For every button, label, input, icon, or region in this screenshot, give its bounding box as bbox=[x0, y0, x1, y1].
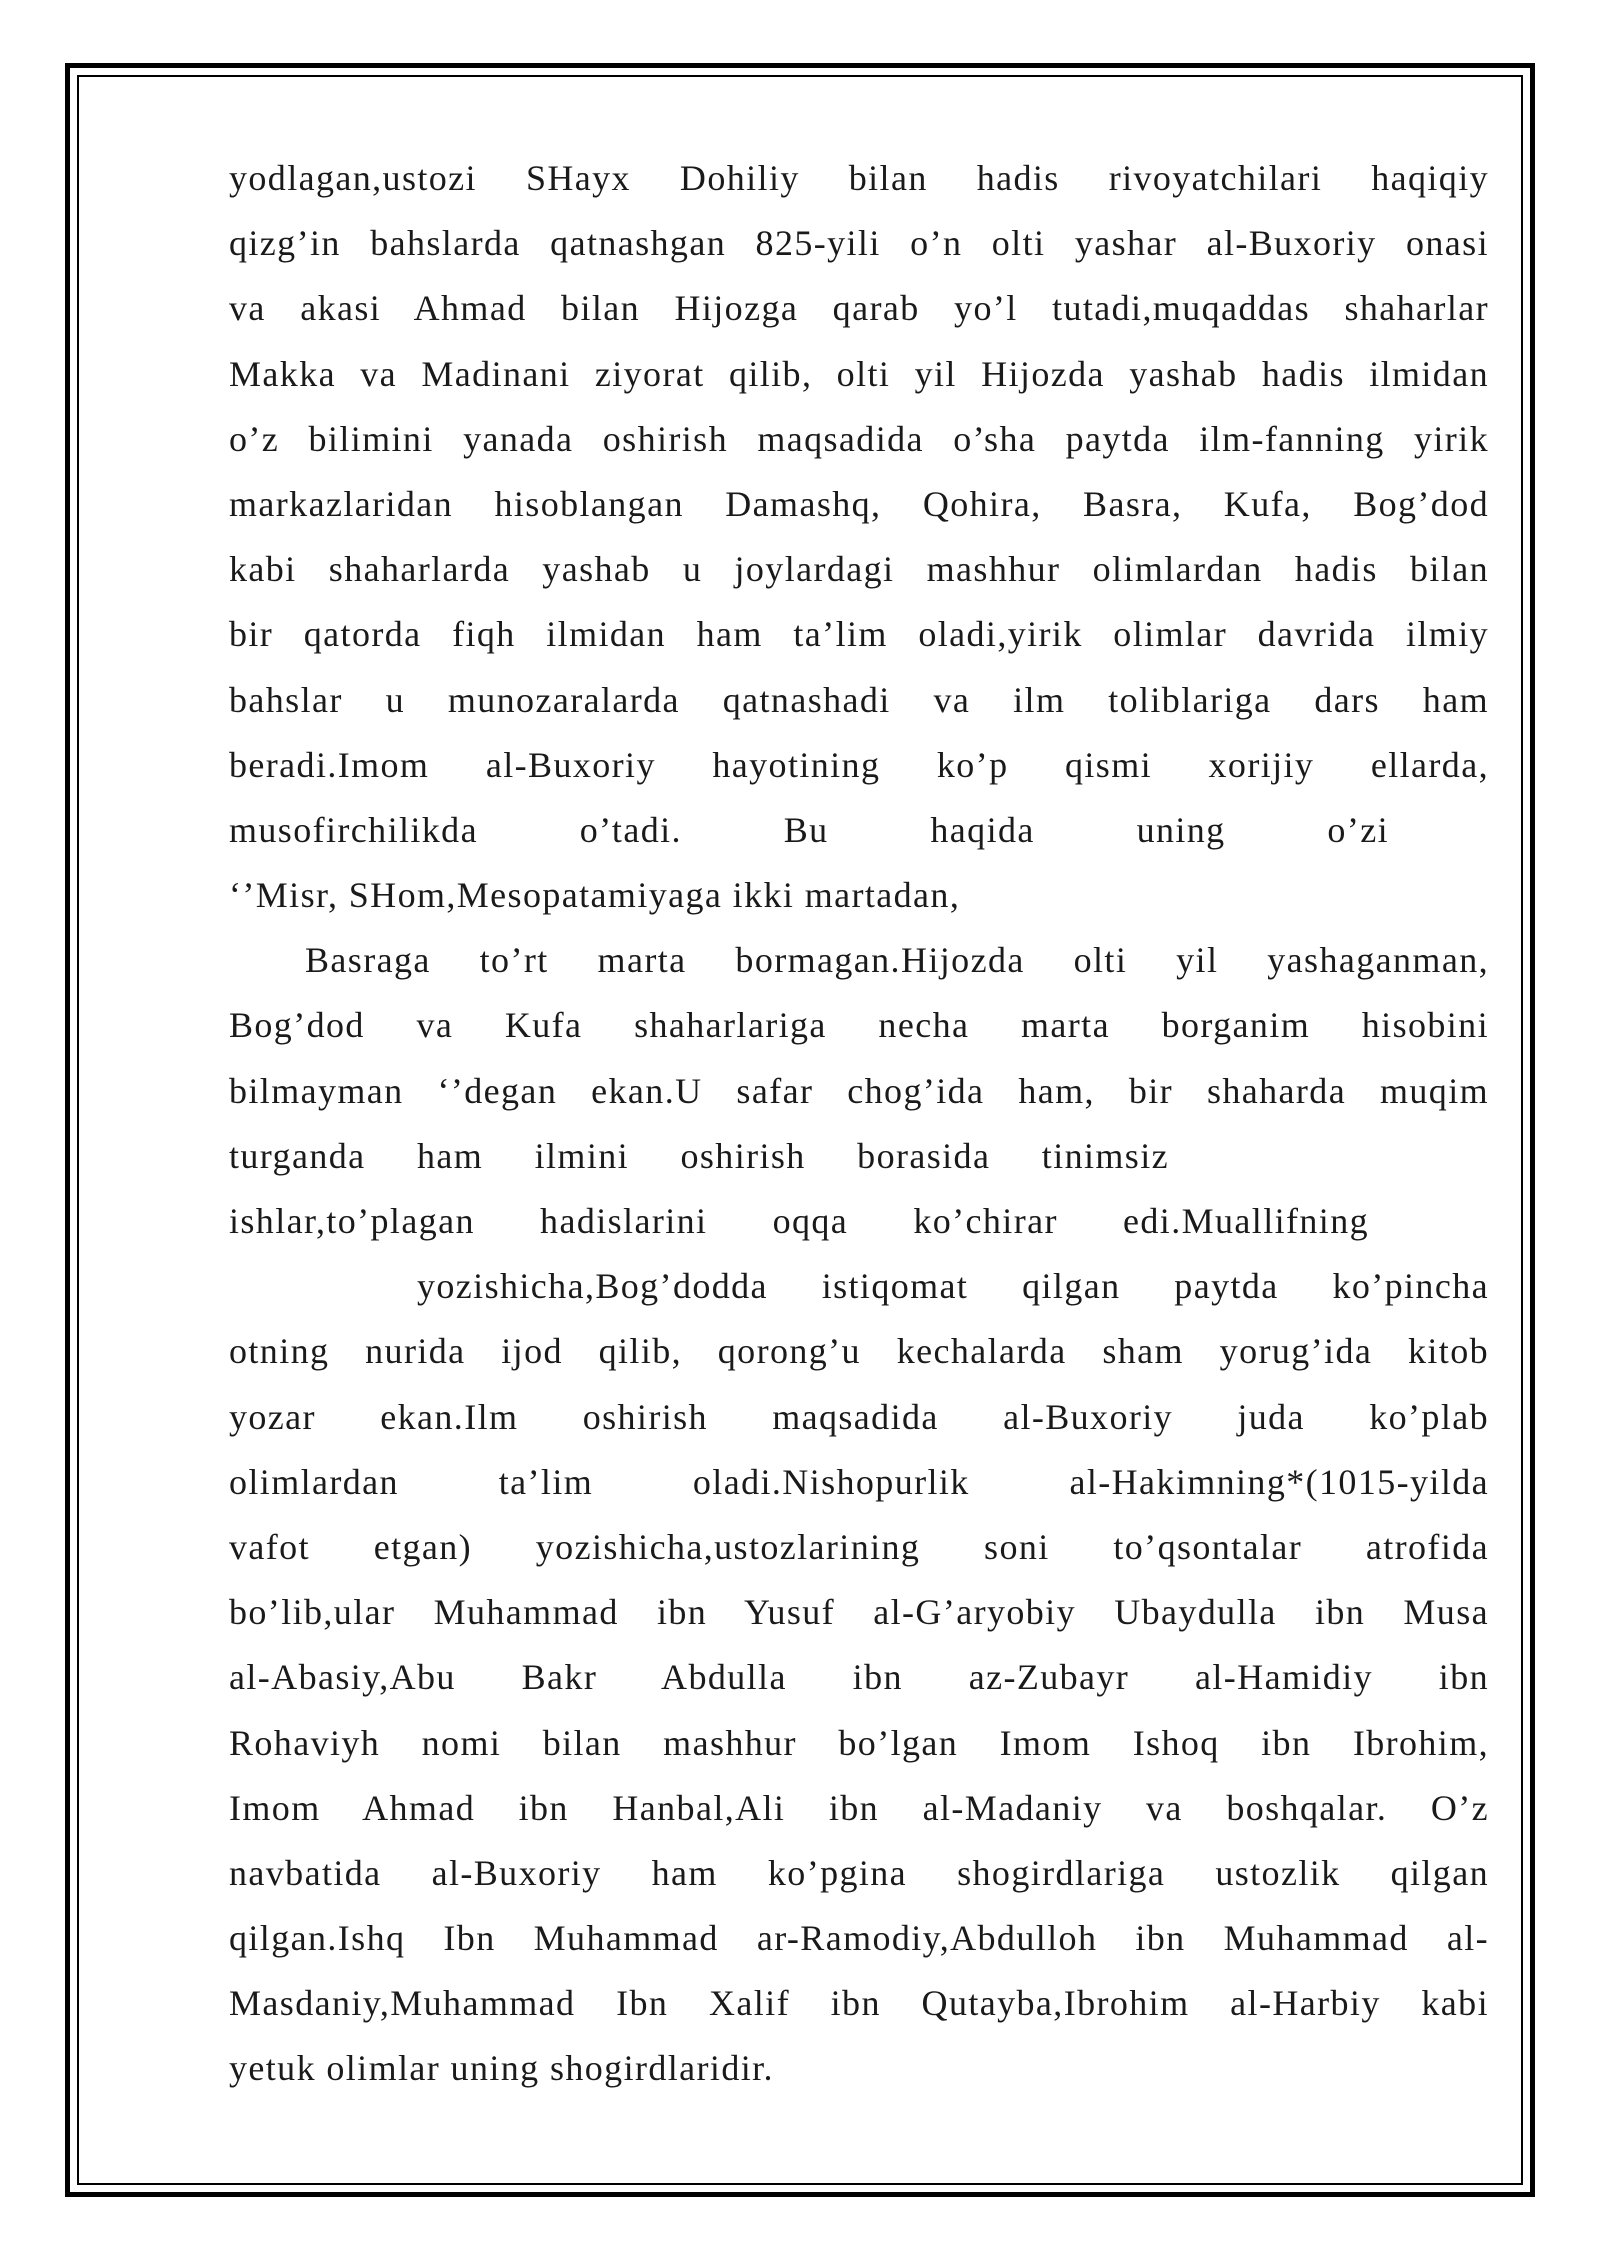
text-line: va akasi Ahmad bilan Hijozga qarab yo’l tutadi,muqaddas shaharlar bbox=[229, 288, 1489, 329]
text-line: Basraga to’rt marta bormagan.Hijozda olti yil yashaganman, bbox=[305, 940, 1489, 981]
text-line: turganda ham ilmini oshirish borasida tinimsiz bbox=[229, 1135, 1169, 1176]
text-line: otning nurida ijod qilib, qorong’u kechalarda sham yorug’ida kitob bbox=[229, 1331, 1489, 1372]
document-body bbox=[229, 150, 1489, 2106]
text-line: beradi.Imom al-Buxoriy hayotining ko’p qismi xorijiy ellarda, bbox=[229, 744, 1489, 785]
text-line: ishlar,to’plagan hadislarini oqqa ko’chirar edi.Muallifning bbox=[229, 1201, 1369, 1241]
text-line: Makka va Madinani ziyorat qilib, olti yil Hijozda yashab hadis ilmidan bbox=[229, 353, 1489, 394]
text-line: vafot etgan) yozishicha,ustozlarining soni to’qsontalar atrofida bbox=[229, 1526, 1489, 1567]
text-line: markazlaridan hisoblangan Damashq, Qohira, Basra, Kufa, Bog’dod bbox=[229, 483, 1489, 524]
text-line: o’z bilimini yanada oshirish maqsadida o’sha paytda ilm-fanning yirik bbox=[229, 418, 1489, 459]
text-line: Rohaviyh nomi bilan mashhur bo’lgan Imom Ishoq ibn Ibrohim, bbox=[229, 1722, 1489, 1763]
text-line: Bog’dod va Kufa shaharlariga necha marta borganim hisobini bbox=[229, 1005, 1489, 1046]
text-line: ‘’Misr, SHom,Mesopatamiyaga ikki martadan, bbox=[229, 875, 961, 916]
text-line: olimlardan ta’lim oladi.Nishopurlik al-Hakimning*(1015-yilda bbox=[229, 1461, 1489, 1502]
text-line: bo’lib,ular Muhammad ibn Yusuf al-G’aryobiy Ubaydulla ibn Musa bbox=[229, 1592, 1489, 1633]
text-line: bahslar u munozaralarda qatnashadi va ilm toliblariga dars ham bbox=[229, 679, 1489, 720]
text-line: al-Abasiy,Abu Bakr Abdulla ibn az-Zubayr al-Hamidiy ibn bbox=[229, 1657, 1489, 1698]
text-line: qizg’in bahslarda qatnashgan 825-yili o’n olti yashar al-Buxoriy onasi bbox=[229, 223, 1489, 264]
text-line: yetuk olimlar uning shogirdlaridir. bbox=[229, 2048, 774, 2089]
text-line: bir qatorda fiqh ilmidan ham ta’lim oladi,yirik olimlar davrida ilmiy bbox=[229, 614, 1489, 655]
text-line: yozar ekan.Ilm oshirish maqsadida al-Buxoriy juda ko’plab bbox=[229, 1396, 1489, 1437]
text-line: yodlagan,ustozi SHayx Dohiliy bilan hadis rivoyatchilari haqiqiy bbox=[229, 158, 1489, 198]
text-line: bilmayman ‘’degan ekan.U safar chog’ida ham, bir shaharda muqim bbox=[229, 1070, 1489, 1111]
text-line: Masdaniy,Muhammad Ibn Xalif ibn Qutayba,Ibrohim al-Harbiy kabi bbox=[229, 1983, 1489, 2024]
text-line: yozishicha,Bog’dodda istiqomat qilgan paytda ko’pincha bbox=[417, 1266, 1489, 1307]
text-line: Imom Ahmad ibn Hanbal,Ali ibn al-Madaniy va boshqalar. O’z bbox=[229, 1787, 1489, 1828]
text-line: navbatida al-Buxoriy ham ko’pgina shogirdlariga ustozlik qilgan bbox=[229, 1852, 1489, 1893]
text-line: musofirchilikda o’tadi. Bu haqida uning o’zi bbox=[229, 809, 1389, 850]
text-line: kabi shaharlarda yashab u joylardagi mashhur olimlardan hadis bilan bbox=[229, 549, 1489, 590]
text-line: qilgan.Ishq Ibn Muhammad ar-Ramodiy,Abdulloh ibn Muhammad al- bbox=[229, 1918, 1489, 1959]
